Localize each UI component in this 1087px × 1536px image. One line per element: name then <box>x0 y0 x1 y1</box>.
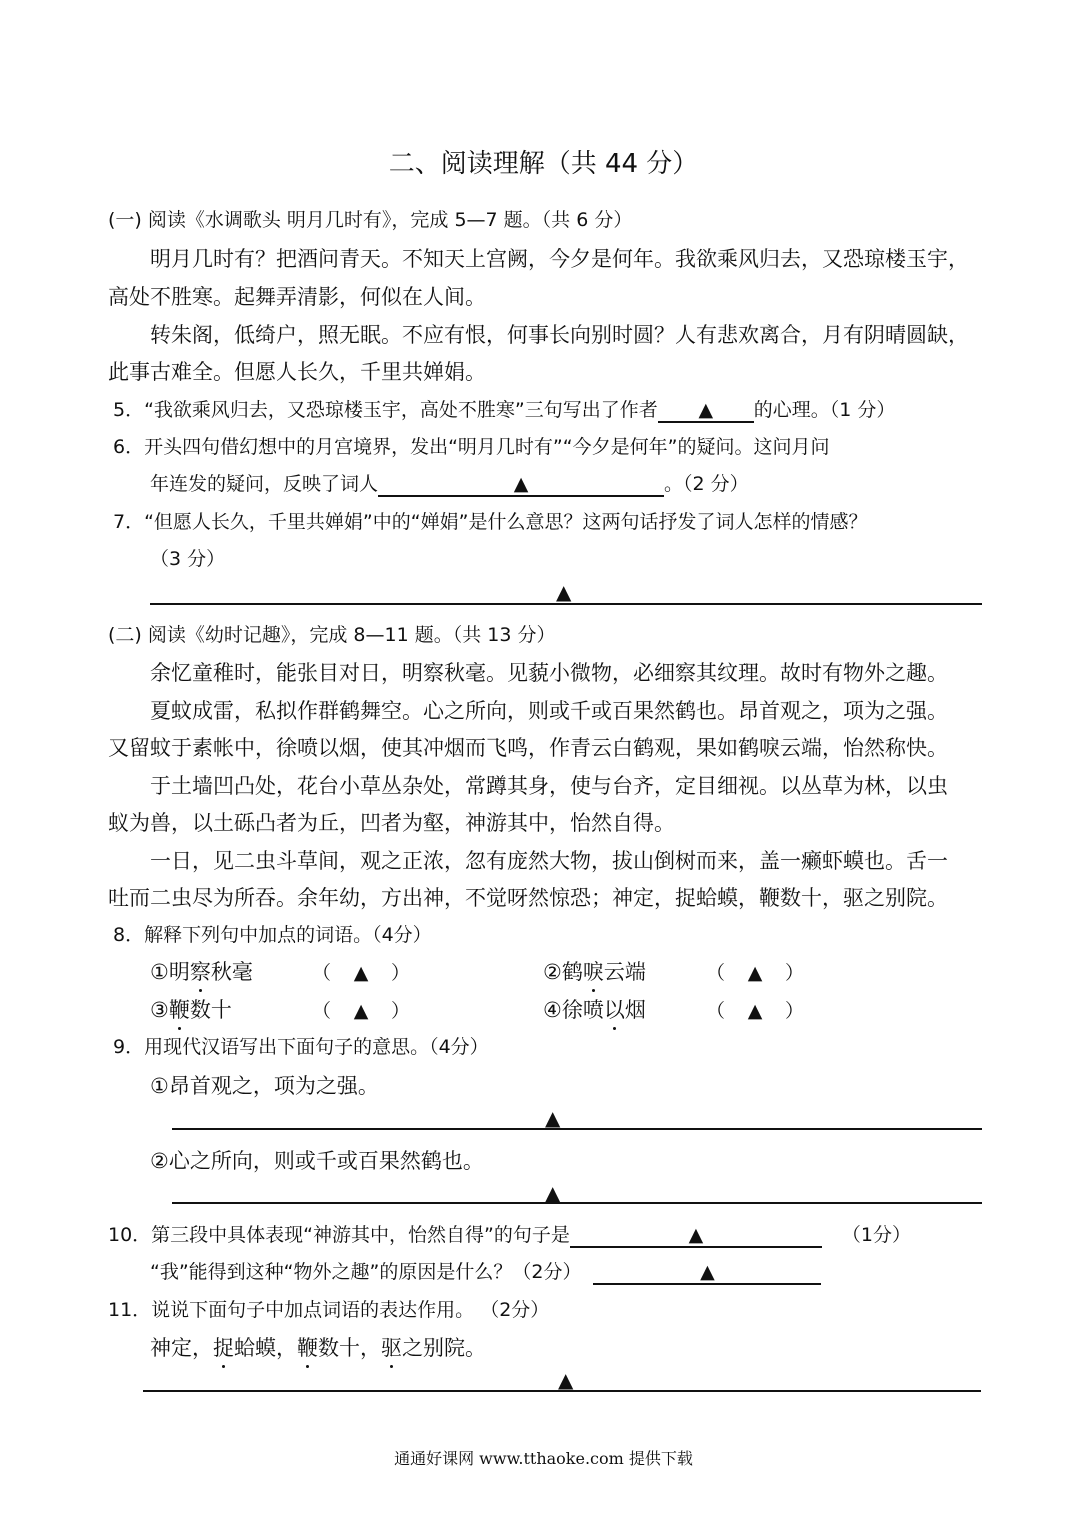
part1-heading: (一) 阅读《水调歌头 明月几时有》，完成 5—7 题。（共 6 分） <box>108 209 633 231</box>
dotted-word: 鞭 <box>297 1332 318 1362</box>
q8-answer-3[interactable]: （ ▲ ） <box>312 1000 411 1022</box>
q8-item-1: ①明察秋毫 <box>150 956 253 986</box>
q9-sentence-2: ②心之所向，则或千或百果然鹤也。 <box>150 1149 484 1173</box>
dotted-word: 唳 <box>583 956 604 986</box>
question-10-sub-text: “我”能得到这种“物外之趣”的原因是什么？（2分） <box>150 1261 582 1283</box>
answer-marker-11: ▲ <box>558 1368 574 1392</box>
question-10-line-1 <box>108 1220 911 1248</box>
dotted-word: 捉 <box>213 1332 234 1362</box>
answer-line-11[interactable] <box>143 1390 981 1392</box>
poem-line-1: 明月几时有？把酒问青天。不知天上宫阙，今夕是何年。我欲乘风归去，又恐琼楼玉宇， <box>150 247 969 271</box>
passage-line-5: 蚁为兽，以土砾凸者为丘，凹者为壑，神游其中，怡然自得。 <box>108 811 675 835</box>
q8-answer-1[interactable]: （ ▲ ） <box>312 962 411 984</box>
answer-marker: ▲ <box>747 1000 763 1022</box>
question-10-score: （1分） <box>841 1224 911 1246</box>
q9-sentence-1: ①昂首观之，项为之强。 <box>150 1074 379 1098</box>
q11-sentence: 神定，捉蛤蟆，鞭数十，驱之别院。 <box>150 1332 486 1362</box>
poem-line-3: 转朱阁，低绮户，照无眠。不应有恨，何事长向别时圆？人有悲欢离合，月有阴晴圆缺， <box>150 323 969 347</box>
dotted-word: 驱 <box>381 1332 402 1362</box>
passage-line-3: 又留蚊于素帐中，徐喷以烟，使其冲烟而飞鸣，作青云白鹤观，果如鹤唳云端，怡然称快。 <box>108 736 948 760</box>
passage-line-4: 于土墙凹凸处，花台小草丛杂处，常蹲其身，使与台齐，定目细视。以丛草为林，以虫 <box>150 774 948 798</box>
passage-line-1: 余忆童稚时，能张目对日，明察秋毫。见藐小微物，必细察其纹理。故时有物外之趣。 <box>150 661 948 685</box>
q8-answer-4[interactable]: （ ▲ ） <box>706 1000 805 1022</box>
question-7-line-2: （3 分） <box>150 548 226 570</box>
answer-blank-10a[interactable] <box>570 1224 822 1248</box>
answer-marker: ▲ <box>747 962 763 984</box>
part2-heading: (二) 阅读《幼时记趣》，完成 8—11 题。（共 13 分） <box>108 624 556 646</box>
answer-blank-10b[interactable] <box>593 1261 821 1285</box>
q8-answer-2[interactable]: （ ▲ ） <box>706 962 805 984</box>
q8-item-2: ②鹤唳云端 <box>543 956 646 986</box>
answer-marker-9b: ▲ <box>545 1181 561 1205</box>
answer-line-7[interactable] <box>150 603 982 605</box>
answer-line-9b[interactable] <box>172 1202 982 1204</box>
section-title: 二、阅读理解（共 44 分） <box>388 149 699 179</box>
answer-marker: ▲ <box>353 962 369 984</box>
answer-line-9a[interactable] <box>172 1128 982 1130</box>
answer-marker: ▲ <box>698 399 714 421</box>
poem-line-4: 此事古难全。但愿人长久，千里共婵娟。 <box>108 360 486 384</box>
question-9: 9．用现代汉语写出下面句子的意思。（4分） <box>113 1036 489 1058</box>
passage-line-2: 夏蚊成雷，私拟作群鹤舞空。心之所向，则或千或百果然鹤也。昂首观之，项为之强。 <box>150 699 948 723</box>
question-6-text: 年连发的疑问，反映了词人 <box>150 473 379 495</box>
answer-marker: ▲ <box>513 473 529 495</box>
question-6-line-1: 6．开头四句借幻想中的月宫境界，发出“明月几时有”“今夕是何年”的疑问。这问月问 <box>113 436 830 458</box>
dotted-word: 鞭 <box>169 994 190 1024</box>
answer-marker-9a: ▲ <box>545 1106 561 1130</box>
question-6-suffix: 。（2 分） <box>664 473 749 495</box>
answer-blank-5[interactable] <box>658 399 754 423</box>
answer-marker: ▲ <box>700 1261 715 1283</box>
question-10-text: 10．第三段中具体表现“神游其中，怡然自得”的句子是 <box>108 1224 570 1246</box>
question-5 <box>113 395 895 423</box>
question-11: 11．说说下面句子中加点词语的表达作用。 （2分） <box>108 1299 550 1321</box>
question-7-line-1: 7．“但愿人长久，千里共婵娟”中的“婵娟”是什么意思？这两句话抒发了词人怎样的情感？ <box>113 511 868 533</box>
dotted-word: 以 <box>604 994 625 1024</box>
question-5-suffix: 的心理。（1 分） <box>753 399 896 421</box>
poem-line-2: 高处不胜寒。起舞弄清影，何似在人间。 <box>108 285 486 309</box>
question-5-text: 5．“我欲乘风归去，又恐琼楼玉宇，高处不胜寒”三句写出了作者 <box>113 399 658 421</box>
question-8: 8．解释下列句中加点的词语。（4分） <box>113 924 432 946</box>
question-6-line-2 <box>150 469 749 497</box>
answer-marker-7: ▲ <box>556 580 572 604</box>
passage-line-7: 吐而二虫尽为所吞。余年幼，方出神，不觉呀然惊恐；神定，捉蛤蟆，鞭数十，驱之别院。 <box>108 886 948 910</box>
dotted-word: 察 <box>190 956 211 986</box>
answer-blank-6[interactable] <box>378 473 664 497</box>
q8-item-3: ③鞭数十 <box>150 994 232 1024</box>
answer-marker: ▲ <box>353 1000 369 1022</box>
passage-line-6: 一日，见二虫斗草间，观之正浓，忽有庞然大物，拔山倒树而来，盖一癞虾蟆也。舌一 <box>150 849 948 873</box>
answer-marker: ▲ <box>688 1224 704 1246</box>
question-10-line-2 <box>150 1257 821 1285</box>
page-footer: 通通好课网 www.tthaoke.com 提供下载 <box>394 1449 693 1468</box>
q8-item-4: ④徐喷以烟 <box>543 994 646 1024</box>
